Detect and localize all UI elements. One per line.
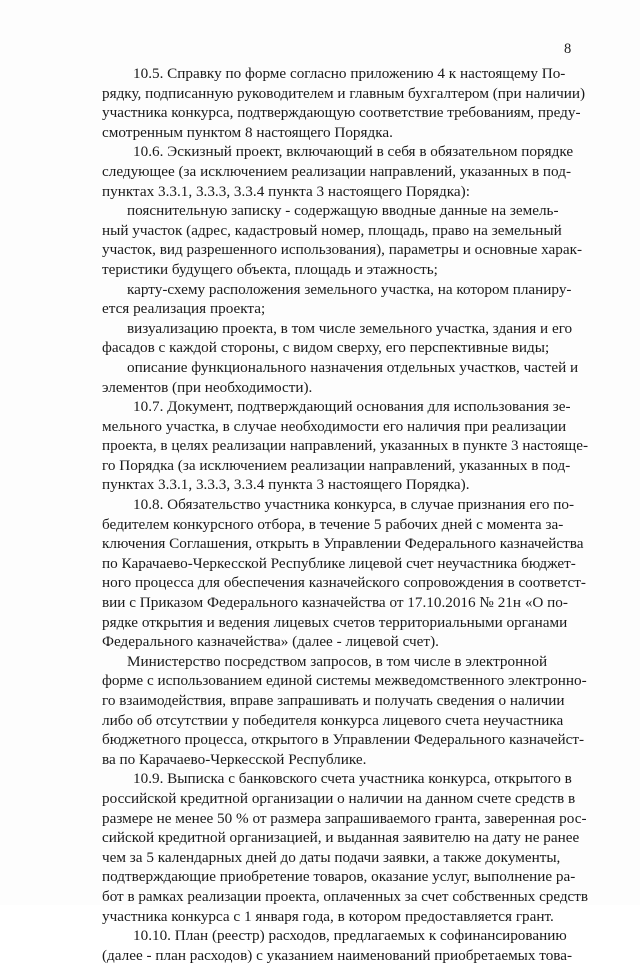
- text-line: описание функционального назначения отдельных участков, частей и: [127, 358, 579, 376]
- text-line: вии с Приказом Федерального казначейства от 17.10.2016 № 21н «О по-: [102, 594, 568, 612]
- text-line: участника конкурса, подтверждающую соответствие требованиям, преду-: [102, 104, 581, 122]
- text-line: следующее (за исключением реализации направлений, указанных в под-: [102, 162, 572, 180]
- text-line: фасадов с каждой стороны, с видом сверху, его перспективные виды;: [102, 339, 550, 357]
- text-line: проекта, в целях реализации направлений, указанных в пункте 3 настояще-: [102, 437, 588, 455]
- text-line: го взаимодействия, вправе запрашивать и получать сведения о наличии: [102, 692, 565, 709]
- text-line: ключения Соглашения, открыть в Управлении Федерального казначейства: [102, 535, 584, 553]
- text-line: сийской кредитной организацией, и выданная заявителю на дату не ранее: [102, 829, 580, 847]
- text-line: визуализацию проекта, в том числе земельного участка, здания и его: [127, 319, 573, 337]
- text-line: рядке открытия и ведения лицевых счетов территориальными органами: [102, 613, 568, 631]
- text-line: теристики будущего объекта, площадь и этажность;: [102, 260, 438, 278]
- text-line: мельного участка, в случае необходимости его наличия при реализации: [102, 417, 567, 435]
- text-line: смотренным пунктом 8 настоящего Порядка.: [102, 123, 393, 141]
- text-line: ного процесса для обеспечения казначейского сопровождения в соответст-: [102, 574, 586, 592]
- text-line: по Карачаево-Черкесской Республике лицевой счет неучастника бюджет-: [102, 554, 576, 572]
- text-line: (далее - план расходов) с указанием наименований приобретаемых това-: [102, 946, 573, 964]
- text-line: подтверждающие приобретение товаров, оказание услуг, выполнение ра-: [102, 868, 576, 886]
- text-line: 10.5. Справку по форме согласно приложению 4 к настоящему По-: [133, 65, 566, 82]
- text-line: бедителем конкурсного отбора, в течение 5 рабочих дней с момента за-: [102, 515, 564, 533]
- text-line: бюджетного процесса, открытого в Управлении Федерального казначейст-: [102, 731, 585, 749]
- text-line: 10.9. Выписка с банковского счета участника конкурса, открытого в: [133, 770, 572, 788]
- text-line: рядку, подписанную руководителем и главным бухгалтером (при наличии): [102, 84, 586, 102]
- text-line: ный участок (адрес, кадастровый номер, площадь, право на земельный: [102, 221, 562, 239]
- text-line: пунктах 3.3.1, 3.3.3, 3.3.4 пункта 3 настоящего Порядка):: [102, 182, 470, 200]
- text-line: бот в рамках реализации проекта, оплаченных за счет собственных средств: [102, 887, 589, 905]
- text-line: карту-схему расположения земельного участка, на котором планиру-: [127, 280, 572, 298]
- text-line: размере не менее 50 % от размера запрашиваемого гранта, заверенная рос-: [102, 809, 587, 827]
- body-text: [102, 64, 588, 965]
- text-line: ва по Карачаево-Черкесской Республике.: [102, 750, 367, 768]
- text-line: российской кредитной организации о наличии на данном счете средств в: [102, 789, 576, 807]
- text-line: ется реализация проекта;: [102, 300, 266, 318]
- text-line: пояснительную записку - содержащую вводные данные на земель-: [127, 202, 559, 220]
- text-line: 10.8. Обязательство участника конкурса, в случае признания его по-: [133, 496, 575, 514]
- text-line: 10.10. План (реестр) расходов, предлагаемых к софинансированию: [133, 927, 567, 945]
- text-line: элементов (при необходимости).: [102, 378, 313, 396]
- text-line: участок, вид разрешенного использования), параметры и основные харак-: [102, 241, 583, 259]
- text-line: форме с использованием единой системы межведомственного электронно-: [102, 672, 587, 690]
- text-line: пунктах 3.3.1, 3.3.3, 3.3.4 пункта 3 настоящего Порядка).: [102, 476, 470, 494]
- text-line: 10.7. Документ, подтверждающий основания для использования зе-: [133, 398, 571, 416]
- text-line: 10.6. Эскизный проект, включающий в себя в обязательном порядке: [133, 143, 574, 161]
- text-line: чем за 5 календарных дней до даты подачи заявки, а также документы,: [102, 848, 561, 866]
- text-line: участника конкурса с 1 января года, в котором предоставляется грант.: [102, 907, 554, 925]
- text-line: Министерство посредством запросов, в том числе в электронной: [127, 652, 548, 670]
- text-line: Федерального казначейства» (далее - лицевой счет).: [102, 633, 439, 651]
- page-number: 8: [564, 41, 572, 57]
- text-line: либо об отсутствии у победителя конкурса лицевого счета неучастника: [102, 711, 564, 729]
- text-line: го Порядка (за исключением реализации направлений, указанных в под-: [102, 456, 571, 474]
